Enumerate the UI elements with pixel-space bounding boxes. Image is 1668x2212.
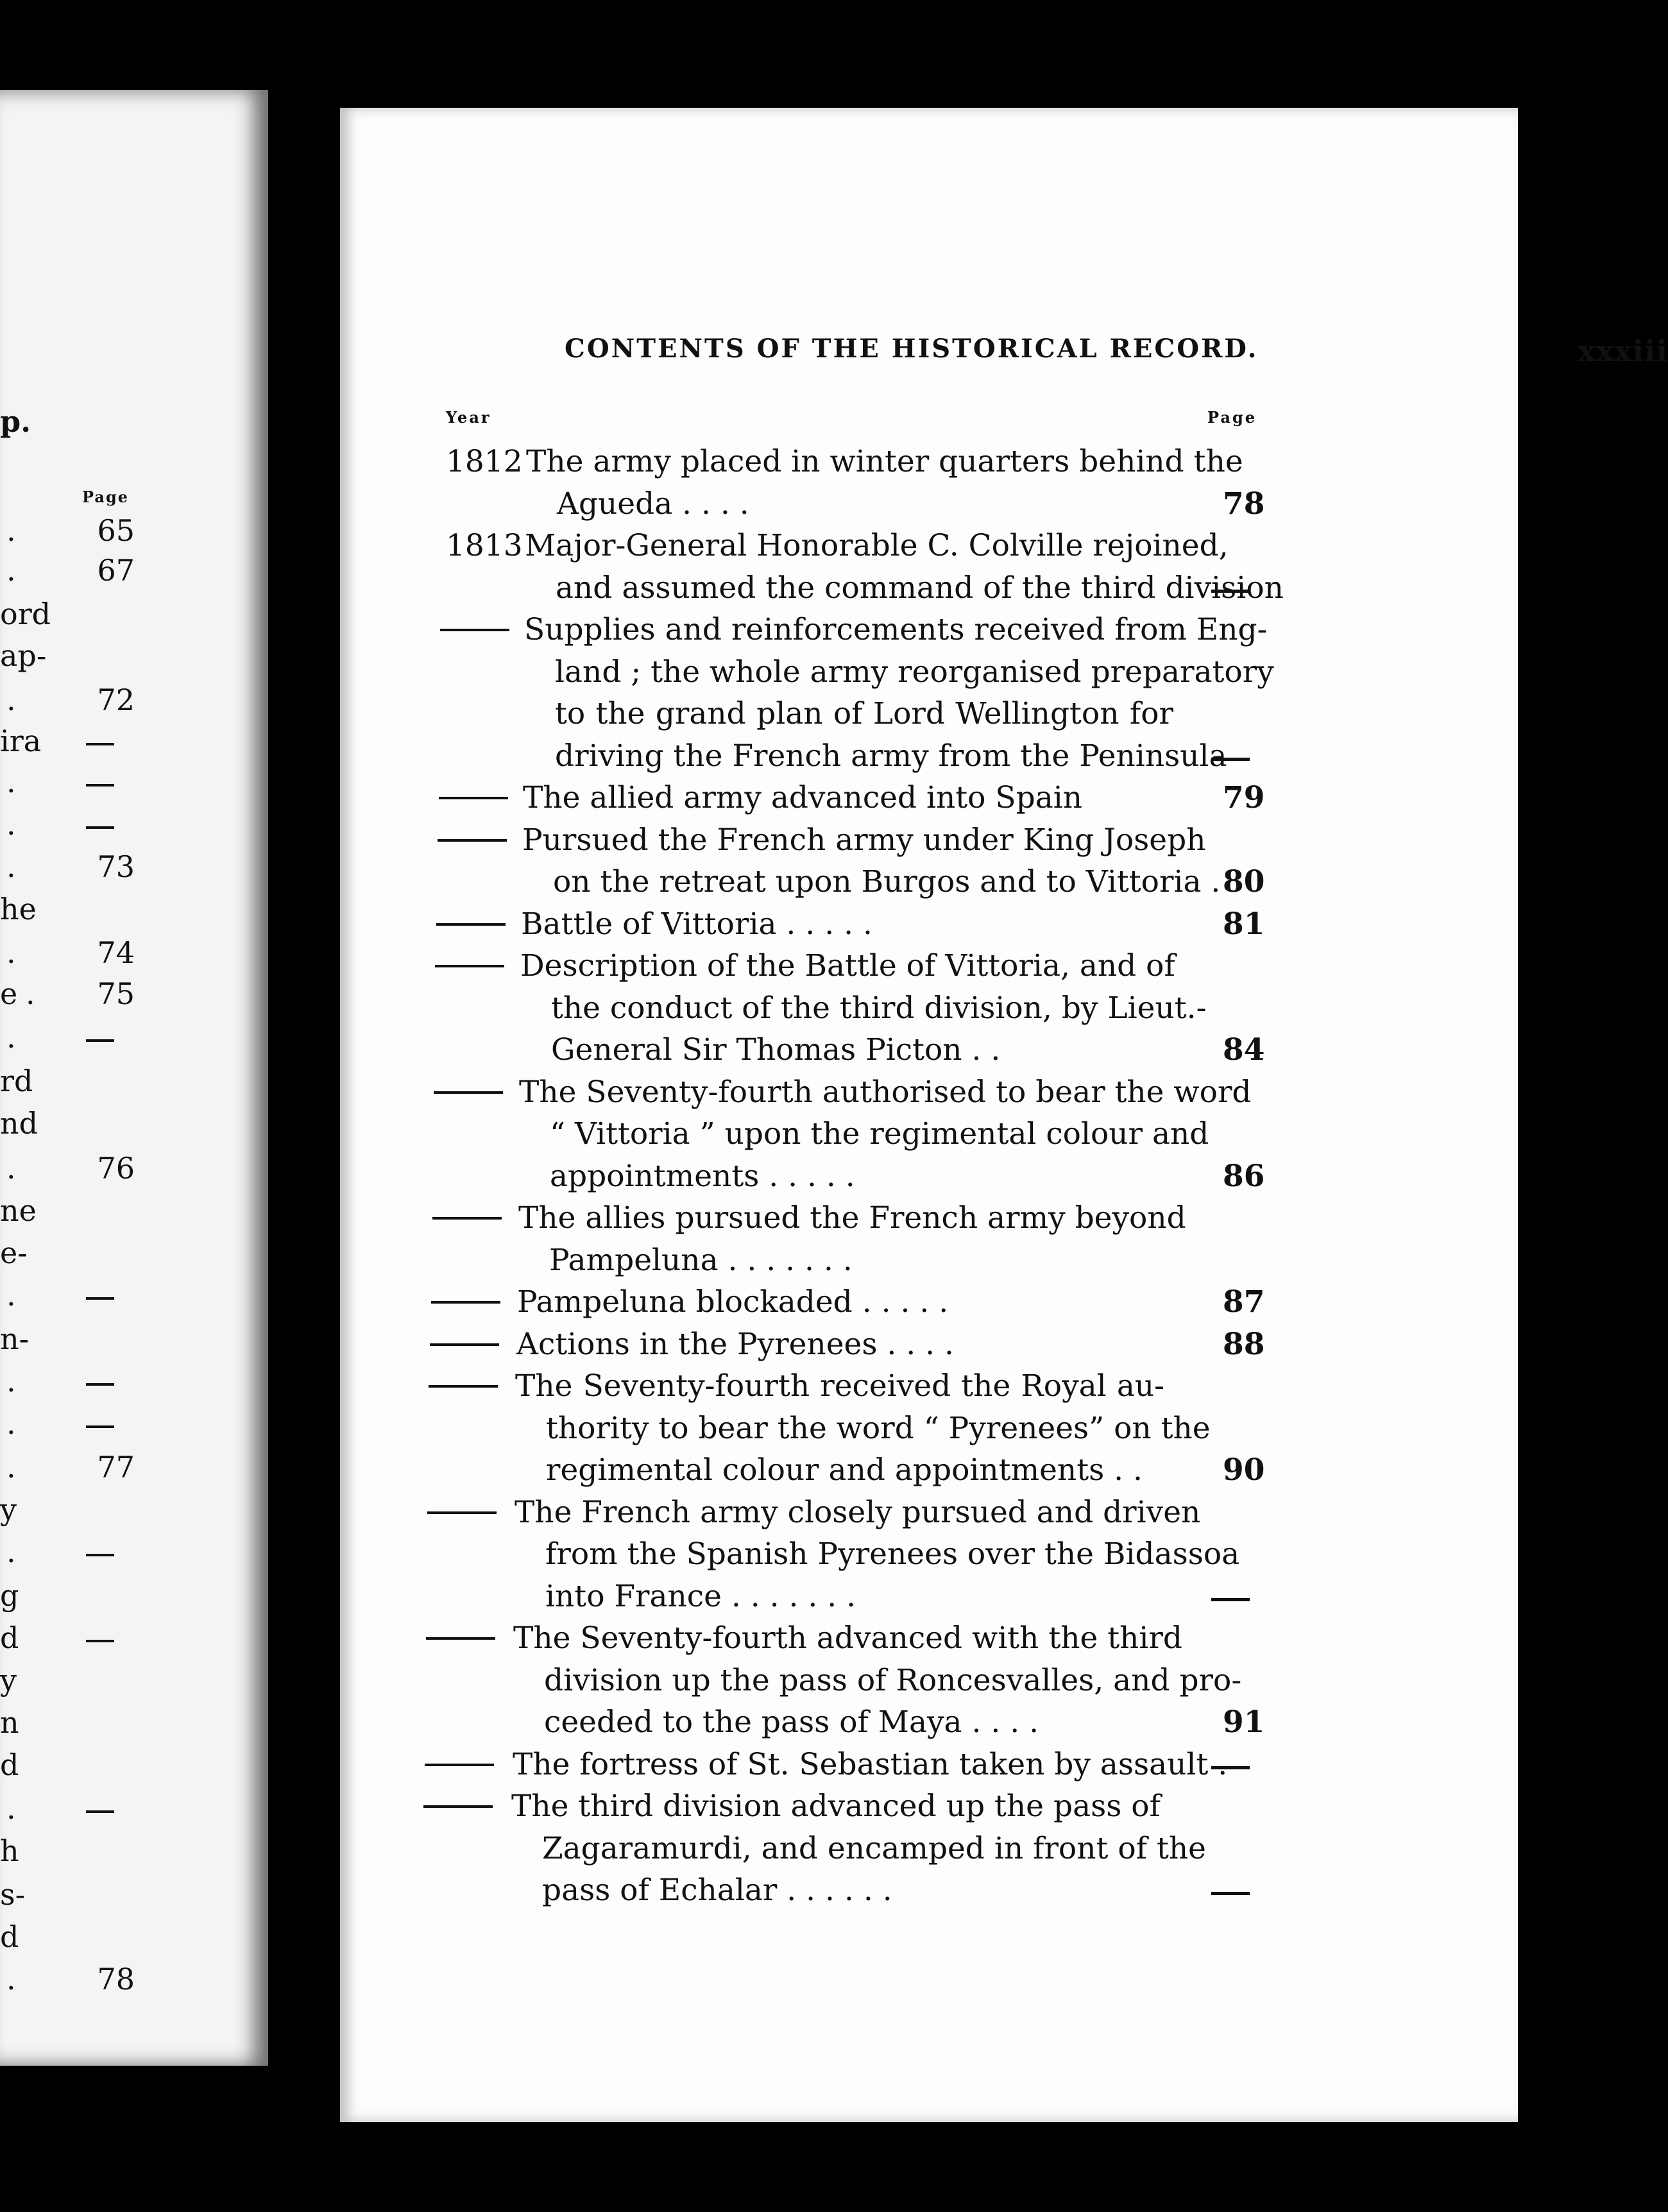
- page-ditto-dash: [1211, 758, 1250, 761]
- left-row-dot: .: [6, 553, 16, 588]
- left-page-row: [0, 1322, 268, 1360]
- ditto-dash: [426, 1637, 495, 1640]
- entry-page-number: 84: [1223, 1032, 1265, 1068]
- left-row-fragment: nd: [0, 1106, 38, 1141]
- left-row-dash: [86, 826, 114, 829]
- left-page-row: [0, 935, 268, 974]
- entry-page-number: 88: [1223, 1326, 1265, 1362]
- left-row-page-number: 76: [97, 1151, 135, 1186]
- left-page-row: [0, 849, 268, 888]
- left-page-row: [0, 1578, 268, 1617]
- left-page-row: [0, 765, 268, 803]
- entry-text: The fortress of St. Sebastian taken by assault .: [513, 1746, 1228, 1782]
- entry-text-continuation: regimental colour and appointments . .: [546, 1452, 1143, 1488]
- entry-text-continuation: Pampeluna . . . . . . .: [549, 1242, 853, 1278]
- left-row-fragment: rd: [0, 1064, 33, 1098]
- left-row-page-number: 72: [97, 683, 135, 717]
- left-page-row: [0, 638, 268, 677]
- entry-page-number: 78: [1223, 486, 1265, 522]
- left-page-row: [0, 807, 268, 846]
- left-row-page-number: 67: [97, 553, 135, 588]
- entry-text-continuation: into France . . . . . . .: [545, 1578, 856, 1614]
- left-page-row: [0, 724, 268, 762]
- left-page-row: [0, 1450, 268, 1488]
- left-row-dot: .: [6, 849, 16, 884]
- left-page-row: [0, 1621, 268, 1659]
- left-row-dot: .: [6, 1278, 16, 1313]
- left-row-fragment: ira: [0, 724, 42, 758]
- left-row-fragment: h: [0, 1833, 19, 1868]
- ditto-dash: [425, 1764, 494, 1766]
- ditto-dash: [427, 1511, 497, 1514]
- entry-text: Battle of Vittoria . . . . .: [521, 906, 872, 942]
- left-row-fragment: n: [0, 1705, 19, 1740]
- left-row-page-number: 73: [97, 849, 135, 884]
- entry-text-continuation: “ Vittoria ” upon the regimental colour and: [550, 1116, 1209, 1152]
- ditto-dash: [431, 1301, 500, 1304]
- left-page-row: [0, 892, 268, 930]
- entry-text-continuation: land ; the whole army reorganised preparatory: [555, 654, 1274, 690]
- running-header: [565, 334, 1668, 368]
- left-row-dot: .: [6, 1020, 16, 1055]
- entry-year: 1812: [446, 444, 523, 479]
- entry-text-continuation: on the retreat upon Burgos and to Vittoria .: [553, 864, 1221, 899]
- left-row-fragment: he: [0, 892, 37, 926]
- left-row-fragment: g: [0, 1578, 19, 1613]
- ditto-dash: [423, 1805, 493, 1808]
- left-row-dot: .: [6, 513, 16, 548]
- left-row-dot: .: [6, 1962, 16, 1996]
- left-page-row: [0, 597, 268, 635]
- left-row-dot: .: [6, 1151, 16, 1186]
- entry-page-number: 81: [1223, 906, 1265, 942]
- left-row-dot: .: [6, 807, 16, 842]
- left-page-row: [0, 1705, 268, 1744]
- left-page-row: [0, 1151, 268, 1189]
- ditto-dash: [439, 797, 508, 799]
- entry-text: Pursued the French army under King Joseph: [522, 822, 1206, 858]
- left-row-fragment: y: [0, 1492, 17, 1527]
- ditto-dash: [440, 629, 509, 631]
- left-page-row: [0, 1535, 268, 1573]
- ditto-dash: [432, 1217, 502, 1220]
- left-page-column-label: Page: [82, 488, 130, 506]
- entry-text-continuation: to the grand plan of Lord Wellington for: [555, 696, 1173, 731]
- entry-text: The third division advanced up the pass of: [511, 1789, 1161, 1824]
- left-page-row: [0, 1064, 268, 1102]
- left-row-fragment: s-: [0, 1877, 26, 1912]
- left-row-dash: [86, 1640, 114, 1642]
- left-row-fragment: e-: [0, 1236, 28, 1270]
- entry-text-continuation: Agueda . . . .: [557, 486, 749, 522]
- left-row-dot: .: [6, 1791, 16, 1826]
- left-page-row: [0, 1106, 268, 1144]
- left-row-fragment: y: [0, 1663, 17, 1697]
- entry-text-continuation: division up the pass of Roncesvalles, and pro-: [544, 1662, 1242, 1698]
- entry-text-continuation: driving the French army from the Peninsula: [555, 738, 1227, 774]
- left-row-dash: [86, 1810, 114, 1813]
- left-row-page-number: 75: [97, 976, 135, 1011]
- left-page-row: [0, 1020, 268, 1059]
- entry-page-number: 91: [1223, 1705, 1265, 1740]
- left-row-dash: [86, 1039, 114, 1042]
- left-row-fragment: d: [0, 1748, 19, 1782]
- entry-text: Pampeluna blockaded . . . . .: [517, 1284, 949, 1320]
- page-column-label: Page: [1207, 408, 1257, 427]
- left-page-row: [0, 1833, 268, 1872]
- left-page-row: [0, 1877, 268, 1916]
- entry-text-continuation: and assumed the command of the third division: [556, 570, 1284, 606]
- left-page-row: [0, 1919, 268, 1958]
- left-page-row: [0, 683, 268, 721]
- page-ditto-dash: [1211, 1892, 1250, 1895]
- entry-text: Actions in the Pyrenees . . . .: [516, 1326, 954, 1362]
- entry-text: Major-General Honorable C. Colville rejoined,: [525, 528, 1229, 563]
- page-title: CONTENTS OF THE HISTORICAL RECORD.: [565, 334, 1259, 364]
- entry-text: Description of the Battle of Vittoria, and of: [520, 948, 1175, 983]
- page-ditto-dash: [1211, 590, 1250, 593]
- left-page-row: [0, 1193, 268, 1232]
- ditto-dash: [438, 839, 507, 842]
- left-row-dash: [86, 784, 114, 787]
- left-page-header-fragment: p.: [0, 404, 31, 439]
- left-page-row: [0, 976, 268, 1015]
- entry-text-continuation: General Sir Thomas Picton . .: [551, 1032, 1001, 1068]
- left-page-row: [0, 1492, 268, 1531]
- left-row-dot: .: [6, 765, 16, 799]
- entry-text-continuation: pass of Echalar . . . . . .: [542, 1873, 892, 1908]
- left-row-page-number: 77: [97, 1450, 135, 1485]
- left-row-dash: [86, 1425, 114, 1428]
- left-row-dot: .: [6, 1406, 16, 1441]
- entry-text: The Seventy-fourth received the Royal au-: [515, 1368, 1164, 1404]
- entry-text: Supplies and reinforcements received from Eng-: [524, 612, 1268, 647]
- entry-page-number: 90: [1223, 1452, 1265, 1488]
- entry-year: 1813: [446, 528, 523, 563]
- left-row-dot: .: [6, 1450, 16, 1485]
- left-row-dot: .: [6, 1535, 16, 1569]
- left-row-fragment: d: [0, 1919, 19, 1954]
- entry-page-number: 79: [1223, 780, 1265, 815]
- entry-text-continuation: ceeded to the pass of Maya . . . .: [544, 1705, 1039, 1740]
- left-page-row: [0, 1748, 268, 1786]
- entry-page-number: 80: [1223, 864, 1265, 899]
- entry-text-continuation: thority to bear the word “ Pyrenees” on the: [546, 1410, 1211, 1446]
- left-row-fragment: ap-: [0, 638, 47, 673]
- ditto-dash: [430, 1343, 499, 1346]
- entry-page-number: 86: [1223, 1158, 1265, 1194]
- left-row-fragment: ne: [0, 1193, 37, 1228]
- entry-text-continuation: appointments . . . . .: [550, 1158, 855, 1194]
- left-page-row: [0, 1278, 268, 1316]
- left-row-dot: .: [6, 935, 16, 970]
- left-row-dash: [86, 743, 114, 745]
- main-page: [340, 108, 1668, 2122]
- left-page-row: [0, 1364, 268, 1402]
- page-ditto-dash: [1211, 1598, 1250, 1601]
- left-row-page-number: 74: [97, 935, 135, 970]
- entry-text: The army placed in winter quarters behind the: [526, 444, 1243, 479]
- entry-text: The French army closely pursued and driven: [515, 1494, 1201, 1530]
- left-page-row: [0, 1791, 268, 1830]
- left-row-fragment: e: [0, 976, 18, 1011]
- left-row-fragment: ord: [0, 597, 51, 631]
- left-row-dash: [86, 1383, 114, 1386]
- left-page-row: [0, 1236, 268, 1274]
- ditto-dash: [434, 1091, 503, 1094]
- left-page-row: [0, 513, 268, 552]
- left-row-fragment: d: [0, 1621, 19, 1655]
- entry-text: The allied army advanced into Spain: [523, 780, 1083, 815]
- entry-text: The allies pursued the French army beyond: [518, 1200, 1186, 1236]
- left-row-dot: .: [6, 683, 16, 717]
- entry-text: The Seventy-fourth authorised to bear the word: [519, 1074, 1252, 1110]
- left-page-row: [0, 1663, 268, 1701]
- left-row-dot: .: [6, 1364, 16, 1399]
- left-row-dash: [86, 1297, 114, 1300]
- entry-text-continuation: Zagaramurdi, and encamped in front of the: [542, 1830, 1206, 1866]
- left-row-dash: [86, 1554, 114, 1556]
- left-row-fragment: n-: [0, 1322, 30, 1356]
- entry-text-continuation: the conduct of the third division, by Lieut.-: [551, 990, 1207, 1026]
- left-row-page-number: 78: [97, 1962, 135, 1996]
- entry-text: The Seventy-fourth advanced with the third: [513, 1621, 1182, 1656]
- page-number-roman: xxxiii: [1578, 334, 1668, 368]
- left-page-fragment: [0, 90, 268, 2066]
- year-column-label: Year: [446, 408, 491, 427]
- entry-page-number: 87: [1223, 1284, 1265, 1320]
- ditto-dash: [436, 923, 506, 926]
- entry-text-continuation: from the Spanish Pyrenees over the Bidassoa: [545, 1536, 1240, 1572]
- left-row-dot: .: [26, 976, 35, 1011]
- left-page-row: [0, 553, 268, 591]
- left-page-row: [0, 1406, 268, 1445]
- ditto-dash: [429, 1385, 498, 1388]
- page-ditto-dash: [1211, 1766, 1250, 1769]
- left-page-row: [0, 1962, 268, 2000]
- ditto-dash: [435, 965, 504, 967]
- left-row-page-number: 65: [97, 513, 135, 548]
